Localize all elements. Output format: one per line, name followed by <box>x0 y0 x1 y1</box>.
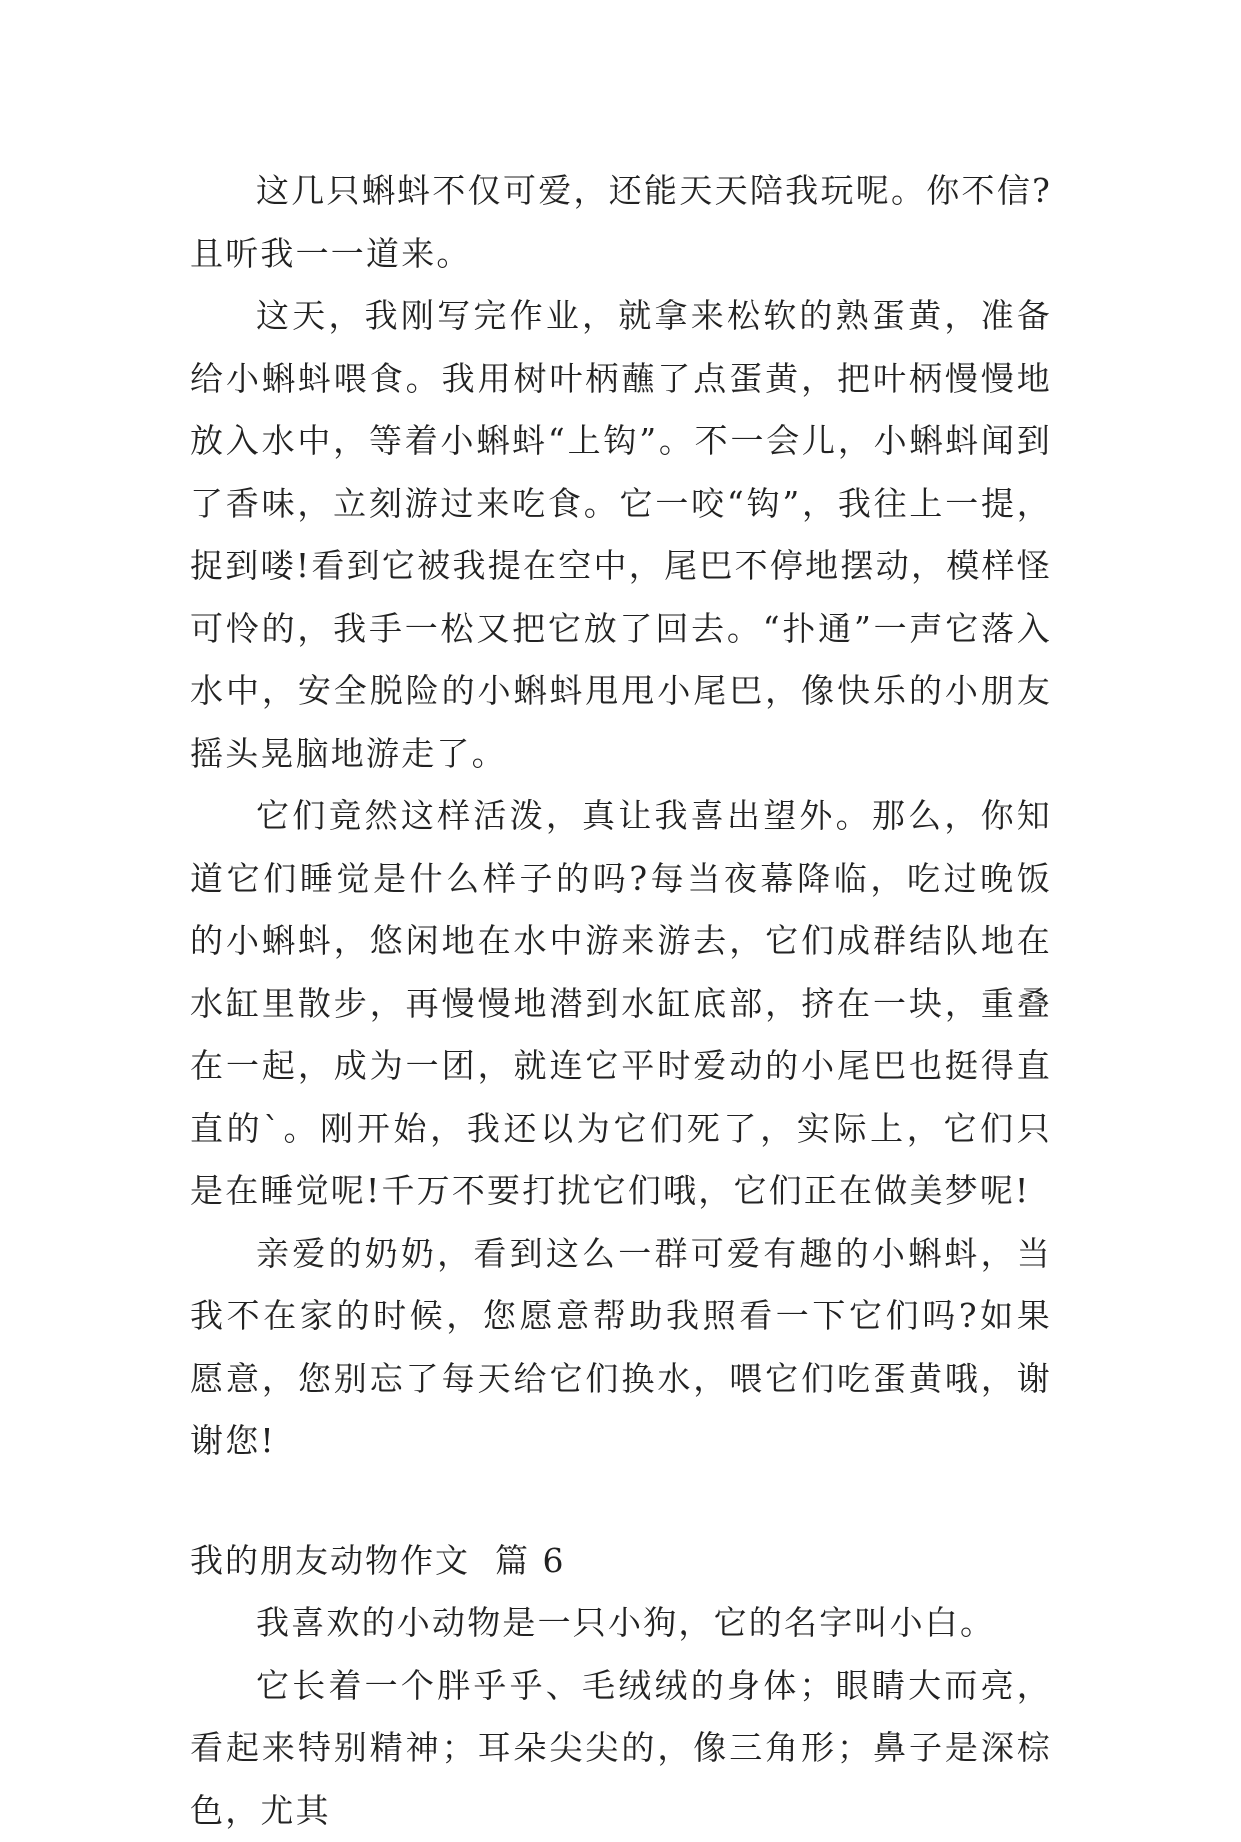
paragraph-intro: 这几只蝌蚪不仅可爱，还能天天陪我玩呢。你不信?且听我一一道来。 <box>190 160 1052 285</box>
paragraph-sleeping: 它们竟然这样活泼，真让我喜出望外。那么，你知道它们睡觉是什么样子的吗?每当夜幕降临，吃过晚饭的小蝌蚪，悠闲地在水中游来游去，它们成群结队地在水缸里散步，再慢慢地潜到水缸底部，挤在一块，重叠在一起，成为一团，就连它平时爱动的小尾巴也挺得直直的`。刚开始，我还以为它们死了，实际上，它们只是在睡觉呢!千万不要打扰它们哦，它们正在做美梦呢! <box>190 785 1052 1223</box>
paragraph-feeding: 这天，我刚写完作业，就拿来松软的熟蛋黄，准备给小蝌蚪喂食。我用树叶柄蘸了点蛋黄，把叶柄慢慢地放入水中，等着小蝌蚪“上钩”。不一会儿，小蝌蚪闻到了香味，立刻游过来吃食。它一咬“钩”，我往上一提，捉到喽!看到它被我提在空中，尾巴不停地摆动，模样怪可怜的，我手一松又把它放了回去。“扑通”一声它落入水中，安全脱险的小蝌蚪甩甩小尾巴，像快乐的小朋友摇头晃脑地游走了。 <box>190 285 1052 785</box>
document-body <box>190 160 1052 1842</box>
paragraph-dog-intro: 我喜欢的小动物是一只小狗，它的名字叫小白。 <box>190 1592 1052 1655</box>
paragraph-dog-description: 它长着一个胖乎乎、毛绒绒的身体；眼睛大而亮，看起来特别精神；耳朵尖尖的，像三角形；鼻子是深棕色，尤其 <box>190 1655 1052 1842</box>
paragraph-request: 亲爱的奶奶，看到这么一群可爱有趣的小蝌蚪，当我不在家的时候，您愿意帮助我照看一下它们吗?如果愿意，您别忘了每天给它们换水，喂它们吃蛋黄哦，谢谢您! <box>190 1223 1052 1473</box>
section-heading: 我的朋友动物作文 篇 6 <box>190 1530 1052 1593</box>
